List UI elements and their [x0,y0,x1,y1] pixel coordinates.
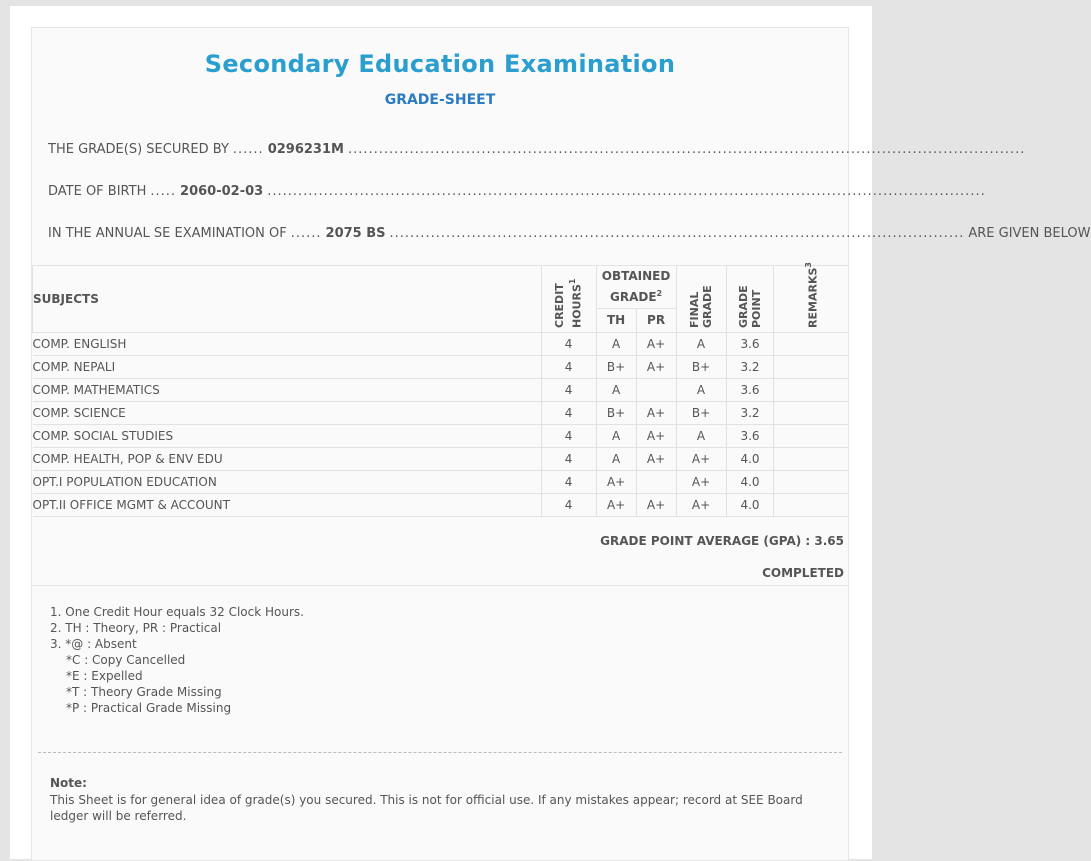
credit-cell: 4 [541,494,596,517]
dashed-divider [38,752,842,753]
pr-grade-cell: A+ [636,333,676,356]
footnote-3a: *C : Copy Cancelled [66,653,186,667]
grade-point-cell: 4.0 [726,448,774,471]
credit-cell: 4 [541,402,596,425]
exam-line [48,226,1091,246]
pr-grade-cell: A+ [636,402,676,425]
credit-cell: 4 [541,425,596,448]
status-text: COMPLETED [762,566,844,580]
subject-cell: OPT.II OFFICE MGMT & ACCOUNT [33,494,542,517]
final-grade-cell: A+ [676,494,726,517]
pr-header: PR [636,308,676,332]
dot-leader: ............................................................................................................................................ [267,184,986,199]
dot-leader: ..... [150,184,177,199]
table-row [33,448,849,471]
dob-line [48,184,986,204]
footnote-3b: *E : Expelled [66,669,143,683]
table-row [33,333,849,356]
exam-label: IN THE ANNUAL SE EXAMINATION OF [48,226,287,241]
date-of-birth: 2060-02-03 [180,184,264,199]
table-header-row [33,266,849,309]
secured-by-line [48,142,1026,162]
footnote-3d: *P : Practical Grade Missing [66,701,232,715]
subject-cell: COMP. NEPALI [33,356,542,379]
grade-sheet [31,27,1091,861]
footnote-2: 2. TH : Theory, PR : Practical [50,621,222,635]
final-grade-cell: B+ [676,402,726,425]
note-text: This Sheet is for general idea of grade(s) you secured. This is not for official use. If any mistakes appear; record at SEE Board ledger will be referred. [50,793,803,823]
table-row [33,356,849,379]
table-row [33,379,849,402]
footnote-3c: *T : Theory Grade Missing [66,685,222,699]
th-grade-cell: A [596,425,636,448]
subject-cell: COMP. SCIENCE [33,402,542,425]
table-row [33,471,849,494]
dot-leader: ................................................................................................................ [389,226,965,241]
credit-hours-header: CREDIT HOURS$^1$ [541,266,596,333]
th-grade-cell: B+ [596,402,636,425]
th-grade-cell: A [596,448,636,471]
table-row [33,402,849,425]
divider [32,585,848,586]
dot-leader: .................................................................................................................................... [347,142,1026,157]
gpa-text: GRADE POINT AVERAGE (GPA) : 3.65 [600,534,844,548]
given-below-label: ARE GIVEN BELOW [968,226,1091,241]
note-heading: Note: [50,776,87,790]
remarks-cell [774,356,848,379]
symbol-number: 0296231M [267,142,344,157]
th-grade-cell: B+ [596,356,636,379]
dob-label: DATE OF BIRTH [48,184,147,199]
final-grade-cell: A [676,333,726,356]
subject-cell: COMP. SOCIAL STUDIES [33,425,542,448]
table-row [33,425,849,448]
dot-leader: ...... [232,142,264,157]
footnote-3: 3. *@ : Absent [50,637,137,651]
remarks-cell [774,402,848,425]
obtained-grade-header: OBTAINED GRADE$^2$ [596,266,676,309]
th-grade-cell: A [596,379,636,402]
subject-cell: COMP. MATHEMATICS [33,379,542,402]
th-grade-cell: A+ [596,494,636,517]
credit-cell: 4 [541,356,596,379]
grade-point-cell: 3.6 [726,333,774,356]
remarks-cell [774,379,848,402]
subjects-header: SUBJECTS [33,266,542,333]
remarks-header: REMARKS$^3$ [774,266,848,333]
page-container [10,6,1091,859]
credit-cell: 4 [541,448,596,471]
footnotes [50,604,304,716]
credit-cell: 4 [541,471,596,494]
remarks-cell [774,425,848,448]
final-grade-cell: B+ [676,356,726,379]
grades-body [33,333,849,517]
grade-point-cell: 3.6 [726,425,774,448]
footnote-1: 1. One Credit Hour equals 32 Clock Hours. [50,605,304,619]
final-grade-cell: A [676,379,726,402]
pr-grade-cell [636,471,676,494]
pr-grade-cell: A+ [636,448,676,471]
grade-point-cell: 4.0 [726,494,774,517]
pr-grade-cell [636,379,676,402]
remarks-cell [774,448,848,471]
grade-point-cell: 3.2 [726,356,774,379]
th-grade-cell: A+ [596,471,636,494]
final-grade-header: FINAL GRADE [676,266,726,333]
grades-table [32,262,848,517]
exam-year: 2075 BS [325,226,386,241]
pr-grade-cell: A+ [636,494,676,517]
page-title: Secondary Education Examination [204,50,676,78]
grade-point-cell: 3.2 [726,402,774,425]
final-grade-cell: A [676,425,726,448]
remarks-cell [774,471,848,494]
grade-point-cell: 4.0 [726,471,774,494]
grade-point-header: GRADE POINT [726,266,774,333]
remarks-cell [774,494,848,517]
final-grade-cell: A+ [676,471,726,494]
dot-leader: ...... [290,226,322,241]
grade-point-cell: 3.6 [726,379,774,402]
subject-cell: COMP. HEALTH, POP & ENV EDU [33,448,542,471]
credit-cell: 4 [541,379,596,402]
th-header: TH [596,308,636,332]
pr-grade-cell: A+ [636,356,676,379]
final-grade-cell: A+ [676,448,726,471]
table-row [33,494,849,517]
pr-grade-cell: A+ [636,425,676,448]
page-subtitle: GRADE-SHEET [384,92,496,108]
credit-cell: 4 [541,333,596,356]
subject-cell: COMP. ENGLISH [33,333,542,356]
secured-by-label: THE GRADE(S) SECURED BY [48,142,229,157]
subject-cell: OPT.I POPULATION EDUCATION [33,471,542,494]
th-grade-cell: A [596,333,636,356]
remarks-cell [774,333,848,356]
